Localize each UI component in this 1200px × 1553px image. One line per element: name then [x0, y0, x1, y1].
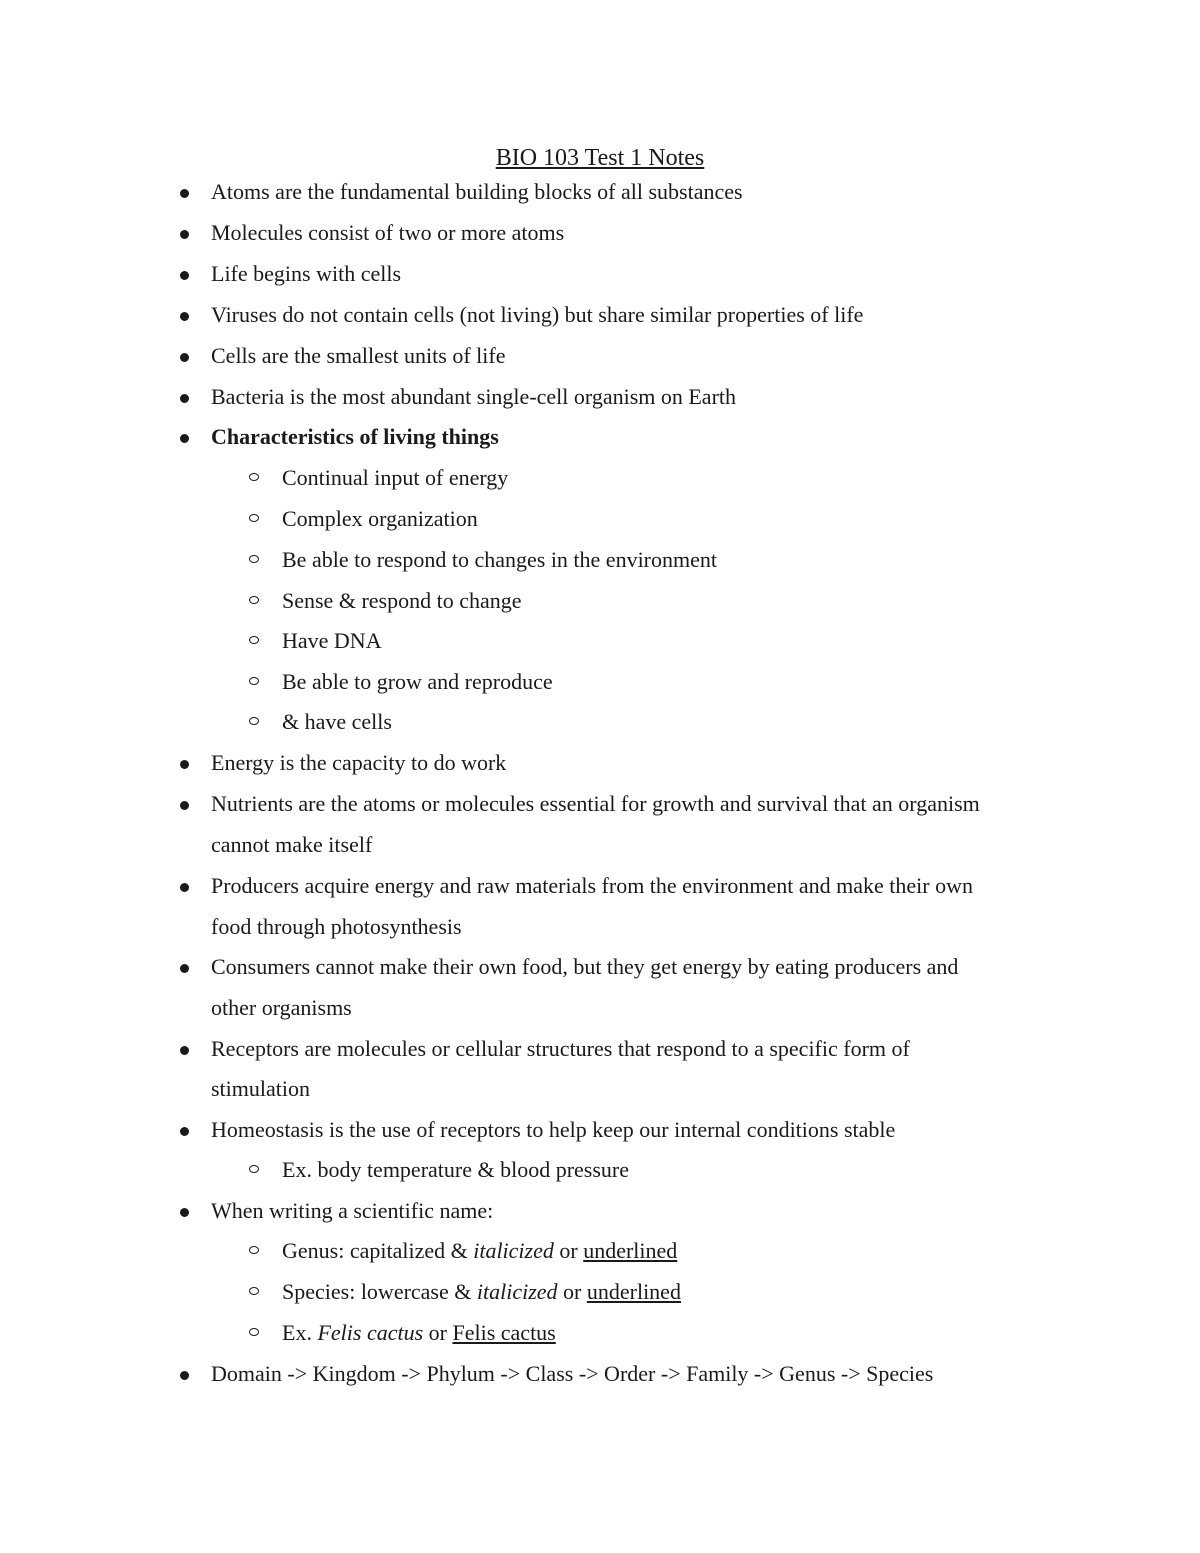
sub-list-item: & have cells — [0, 701, 1200, 742]
bullet-icon — [180, 189, 189, 198]
sub-list-item-genus: Genus: capitalized & italicized or underlined — [0, 1230, 1200, 1271]
list-item: Molecules consist of two or more atoms — [0, 212, 1200, 253]
page-title: BIO 103 Test 1 Notes — [495, 145, 705, 171]
circle-bullet-icon — [249, 473, 259, 481]
circle-bullet-icon — [249, 514, 259, 522]
bullet-icon — [180, 434, 189, 443]
list-item: Consumers cannot make their own food, but they get energy by eating producers and — [0, 946, 1200, 987]
list-item-heading: Characteristics of living things — [0, 416, 1200, 457]
bullet-icon — [180, 1371, 189, 1380]
list-item: When writing a scientific name: — [0, 1190, 1200, 1231]
sub-list-item: Continual input of energy — [0, 457, 1200, 498]
sub-list-item: Sense & respond to change — [0, 580, 1200, 621]
sub-list-item-example: Ex. Felis cactus or Felis cactus — [0, 1312, 1200, 1353]
list-item-continuation: food through photosynthesis — [211, 914, 462, 939]
bullet-icon — [180, 353, 189, 362]
bullet-icon — [180, 801, 189, 810]
list-item: Viruses do not contain cells (not living) but share similar properties of life — [0, 294, 1200, 335]
sub-list-item: Be able to grow and reproduce — [0, 661, 1200, 702]
list-item: Life begins with cells — [0, 253, 1200, 294]
list-item: Energy is the capacity to do work — [0, 742, 1200, 783]
bullet-icon — [180, 964, 189, 973]
list-item-continuation: other organisms — [211, 995, 352, 1020]
circle-bullet-icon — [249, 555, 259, 563]
list-item: Receptors are molecules or cellular structures that respond to a specific form of — [0, 1028, 1200, 1069]
sub-list-item: Be able to respond to changes in the environment — [0, 539, 1200, 580]
sub-list-item-species: Species: lowercase & italicized or underlined — [0, 1271, 1200, 1312]
list-item: Homeostasis is the use of receptors to help keep our internal conditions stable — [0, 1109, 1200, 1150]
sub-list-item: Have DNA — [0, 620, 1200, 661]
bullet-icon — [180, 230, 189, 239]
circle-bullet-icon — [249, 1328, 259, 1336]
circle-bullet-icon — [249, 717, 259, 725]
sub-list-item: Ex. body temperature & blood pressure — [0, 1149, 1200, 1190]
circle-bullet-icon — [249, 636, 259, 644]
circle-bullet-icon — [249, 1165, 259, 1173]
bullet-icon — [180, 271, 189, 280]
list-item: Atoms are the fundamental building blocks of all substances — [0, 171, 1200, 212]
list-item-continuation: stimulation — [211, 1076, 310, 1101]
circle-bullet-icon — [249, 596, 259, 604]
list-item-continuation: cannot make itself — [211, 832, 373, 857]
bullet-icon — [180, 394, 189, 403]
bullet-icon — [180, 883, 189, 892]
list-item: Bacteria is the most abundant single-cell organism on Earth — [0, 376, 1200, 417]
circle-bullet-icon — [249, 677, 259, 685]
bullet-icon — [180, 1046, 189, 1055]
list-item: Producers acquire energy and raw materials from the environment and make their own — [0, 865, 1200, 906]
circle-bullet-icon — [249, 1246, 259, 1254]
circle-bullet-icon — [249, 1287, 259, 1295]
sub-list-item: Complex organization — [0, 498, 1200, 539]
list-item-hierarchy: Domain -> Kingdom -> Phylum -> Class -> Order -> Family -> Genus -> Species — [0, 1353, 1200, 1394]
list-item: Nutrients are the atoms or molecules essential for growth and survival that an organism — [0, 783, 1200, 824]
bullet-icon — [180, 760, 189, 769]
list-item: Cells are the smallest units of life — [0, 335, 1200, 376]
bullet-icon — [180, 312, 189, 321]
bullet-icon — [180, 1208, 189, 1217]
bullet-icon — [180, 1127, 189, 1136]
